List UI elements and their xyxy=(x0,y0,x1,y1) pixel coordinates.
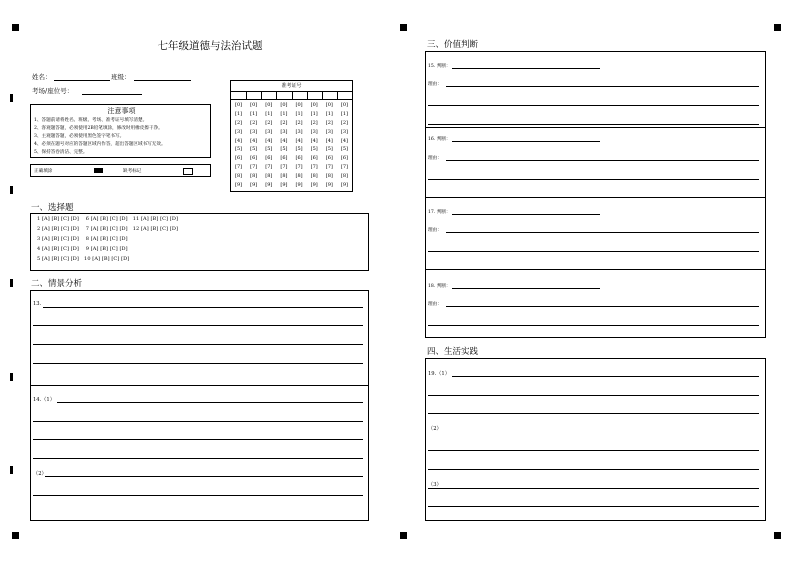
q19-label: 19.（1） xyxy=(428,371,450,377)
side-mark-4 xyxy=(10,373,13,381)
exam-id-bubble[interactable]: [8] xyxy=(295,173,303,180)
q15-reason-line-2[interactable] xyxy=(428,105,759,106)
exam-id-bubble[interactable]: [8] xyxy=(250,173,258,180)
notice-item-3: 3、主观题答题，必须使用黑色签字笔书写。 xyxy=(34,134,125,139)
exam-id-bubble[interactable]: [7] xyxy=(265,164,273,171)
q19-3-label: （3） xyxy=(428,482,442,488)
choice-answer-box xyxy=(30,213,369,271)
q18-reason-line-2[interactable] xyxy=(428,325,759,326)
exam-id-bubble[interactable]: [9] xyxy=(235,182,243,189)
notice-title: 注意事项 xyxy=(107,107,136,115)
exam-id-bubble[interactable]: [7] xyxy=(310,164,318,171)
exam-id-bubble[interactable]: [6] xyxy=(280,155,288,162)
exam-id-bubble[interactable]: [9] xyxy=(250,182,258,189)
exam-id-bubble[interactable]: [3] xyxy=(250,128,258,135)
q14-2-label: （2） xyxy=(33,471,47,477)
exam-id-bubble[interactable]: [7] xyxy=(295,164,303,171)
exam-id-bubble[interactable]: [5] xyxy=(235,146,243,153)
exam-id-bubble[interactable]: [6] xyxy=(325,155,333,162)
judgement-answer-box xyxy=(425,51,766,338)
q14-2-line-1[interactable] xyxy=(45,476,363,477)
exam-id-bubble[interactable]: [9] xyxy=(310,182,318,189)
exam-id-column-divider xyxy=(292,91,293,100)
exam-id-bubble[interactable]: [1] xyxy=(325,110,333,117)
missing-mark-box[interactable] xyxy=(183,168,193,175)
exam-id-bubble[interactable]: [2] xyxy=(295,119,303,126)
exam-id-bubble[interactable]: [4] xyxy=(280,137,288,144)
exam-id-bubble[interactable]: [1] xyxy=(310,110,318,117)
exam-id-bubble[interactable]: [0] xyxy=(280,102,288,108)
exam-id-bubble[interactable]: [9] xyxy=(280,182,288,189)
exam-id-bubble[interactable]: [0] xyxy=(325,102,333,108)
q18-judge-label: 18. 判断： xyxy=(428,284,451,289)
exam-id-bubble[interactable]: [0] xyxy=(250,102,258,108)
room-seat-field[interactable] xyxy=(82,94,142,95)
q14-line-2[interactable] xyxy=(33,421,363,422)
exam-id-bubble[interactable]: [1] xyxy=(235,110,243,117)
page-title: 七年级道德与法治试题 xyxy=(157,40,263,52)
exam-id-bubble[interactable]: [4] xyxy=(340,137,348,144)
exam-id-bubble[interactable]: [7] xyxy=(325,164,333,171)
q13-line-3[interactable] xyxy=(33,344,363,345)
exam-id-bubble[interactable]: [8] xyxy=(235,173,243,180)
corner-mark-br xyxy=(774,532,781,539)
mc-row-3[interactable]: 3 [A] [B] [C] [D] 8 [A] [B] [C] [D] xyxy=(37,236,128,242)
exam-id-bubble[interactable]: [3] xyxy=(235,128,243,135)
q16-judge-line[interactable] xyxy=(452,141,600,142)
exam-id-bubble[interactable]: [7] xyxy=(340,164,348,171)
exam-id-bubble[interactable]: [4] xyxy=(250,137,258,144)
notice-item-4: 4、必须在题号对应的答题区域内作答，超出答题区域书写无效。 xyxy=(34,142,166,147)
exam-id-bubble[interactable]: [6] xyxy=(250,155,258,162)
q17-judge-label: 17. 判断： xyxy=(428,210,451,215)
exam-id-bubble[interactable]: [0] xyxy=(310,102,318,108)
notice-item-1: 1、答题前请将姓名、班级、考场、准考证号填写清楚。 xyxy=(34,118,148,123)
exam-id-bubble[interactable]: [1] xyxy=(340,110,348,117)
exam-id-column-divider xyxy=(261,91,262,100)
exam-id-column-3 xyxy=(261,101,276,190)
exam-id-column-2 xyxy=(246,101,261,190)
exam-id-bubble[interactable]: [3] xyxy=(295,128,303,135)
exam-id-bubble[interactable]: [3] xyxy=(265,128,273,135)
exam-id-bubble[interactable]: [3] xyxy=(340,128,348,135)
corner-mark-ml xyxy=(400,24,407,31)
q16-reason-line-1[interactable] xyxy=(446,160,759,161)
q19-1-line-3[interactable] xyxy=(428,413,759,414)
mc-row-1[interactable]: 1 [A] [B] [C] [D] 6 [A] [B] [C] [D] 11 [A] [B] [C] [D] xyxy=(37,216,178,222)
exam-id-bubble[interactable]: [3] xyxy=(310,128,318,135)
q18-judge-line[interactable] xyxy=(452,288,600,289)
exam-id-header: 准考证号 xyxy=(281,83,302,89)
q14-label: 14.（1） xyxy=(33,397,55,403)
q14-line-1[interactable] xyxy=(57,402,363,403)
exam-id-bubble[interactable]: [6] xyxy=(235,155,243,162)
exam-id-bubble[interactable]: [2] xyxy=(340,119,348,126)
exam-id-bubble[interactable]: [2] xyxy=(235,119,243,126)
q17-q18-divider xyxy=(426,269,765,270)
correct-fill-sample xyxy=(94,168,103,173)
exam-id-bubble[interactable]: [9] xyxy=(325,182,333,189)
q19-3-line-2[interactable] xyxy=(428,506,759,507)
corner-mark-tr xyxy=(774,24,781,31)
exam-id-bubble[interactable]: [5] xyxy=(310,146,318,153)
exam-id-bubble[interactable]: [0] xyxy=(235,102,243,108)
q19-2-label: （2） xyxy=(428,426,442,432)
notice-item-5: 5、保持答卷清洁、完整。 xyxy=(34,150,88,155)
exam-id-bubble[interactable]: [4] xyxy=(295,137,303,144)
q18-reason-label: 理由： xyxy=(428,302,442,307)
q15-reason-label: 理由： xyxy=(428,82,442,87)
exam-id-column-7 xyxy=(322,101,337,190)
section-judgement-title: 三、价值判断 xyxy=(427,40,479,50)
q13-label: 13. xyxy=(33,301,42,307)
q14-2-line-2[interactable] xyxy=(33,495,363,496)
exam-id-bubble[interactable]: [0] xyxy=(265,102,273,108)
exam-id-bubble[interactable]: [5] xyxy=(340,146,348,153)
exam-id-column-8 xyxy=(337,101,352,190)
q15-reason-line-1[interactable] xyxy=(446,86,759,87)
fill-legend-box xyxy=(30,164,211,177)
exam-id-column-divider xyxy=(322,91,323,100)
exam-id-bubble[interactable]: [6] xyxy=(310,155,318,162)
corner-mark-bl xyxy=(12,532,19,539)
q16-reason-label: 理由： xyxy=(428,156,442,161)
q13-line-4[interactable] xyxy=(33,363,363,364)
exam-id-bubble[interactable]: [8] xyxy=(325,173,333,180)
exam-id-bubble[interactable]: [1] xyxy=(280,110,288,117)
exam-id-bubble[interactable]: [9] xyxy=(265,182,273,189)
q13-line-1[interactable] xyxy=(43,307,363,308)
exam-id-bubble[interactable]: [1] xyxy=(265,110,273,117)
exam-id-bubble[interactable]: [5] xyxy=(265,146,273,153)
exam-id-bubble[interactable]: [5] xyxy=(250,146,258,153)
class-field[interactable] xyxy=(134,80,191,81)
exam-id-column-4 xyxy=(276,101,291,190)
q17-reason-line-2[interactable] xyxy=(428,251,759,252)
missing-mark-label: 缺考标记 xyxy=(123,169,142,174)
q17-reason-label: 理由： xyxy=(428,228,442,233)
q14-line-4[interactable] xyxy=(33,458,363,459)
side-mark-2 xyxy=(10,186,13,194)
q19-3-line-1[interactable] xyxy=(428,488,759,489)
q19-1-line-1[interactable] xyxy=(452,376,759,377)
q15-q16-divider xyxy=(426,127,765,128)
practice-answer-box xyxy=(425,358,766,521)
q15-judge-label: 15. 判断： xyxy=(428,64,451,69)
q18-reason-line-1[interactable] xyxy=(446,306,759,307)
exam-id-bubble[interactable]: [2] xyxy=(250,119,258,126)
section-scenario-title: 二、情景分析 xyxy=(31,279,83,289)
q16-q17-divider xyxy=(426,197,765,198)
exam-id-bubble[interactable]: [7] xyxy=(250,164,258,171)
exam-id-column-6 xyxy=(307,101,322,190)
exam-id-bubble[interactable]: [1] xyxy=(295,110,303,117)
exam-id-grid xyxy=(230,80,353,192)
exam-id-bubble[interactable]: [4] xyxy=(235,137,243,144)
exam-id-bubble[interactable]: [6] xyxy=(295,155,303,162)
exam-id-bubble[interactable]: [5] xyxy=(325,146,333,153)
mc-row-4[interactable]: 4 [A] [B] [C] [D] 9 [A] [B] [C] [D] xyxy=(37,246,128,252)
q13-q14-divider xyxy=(31,385,368,386)
side-mark-3 xyxy=(10,279,13,287)
exam-id-bubble[interactable]: [4] xyxy=(310,137,318,144)
exam-id-column-5 xyxy=(292,101,307,190)
exam-id-bubble[interactable]: [6] xyxy=(340,155,348,162)
q13-line-2[interactable] xyxy=(33,325,363,326)
q19-1-line-2[interactable] xyxy=(428,395,759,396)
section-practice-title: 四、生活实践 xyxy=(427,347,479,357)
exam-id-bubble[interactable]: [2] xyxy=(265,119,273,126)
exam-id-bubble[interactable]: [0] xyxy=(340,102,348,108)
q17-reason-line-1[interactable] xyxy=(446,232,759,233)
exam-id-bubble[interactable]: [4] xyxy=(325,137,333,144)
name-label: 姓名： xyxy=(32,73,52,81)
exam-id-bubble[interactable]: [5] xyxy=(295,146,303,153)
q19-2-line-2[interactable] xyxy=(428,469,759,470)
side-mark-1 xyxy=(10,94,13,102)
exam-id-column-1 xyxy=(231,101,246,190)
exam-id-bubble[interactable]: [6] xyxy=(265,155,273,162)
exam-id-bubble[interactable]: [9] xyxy=(295,182,303,189)
room-seat-label: 考场/座位号： xyxy=(32,87,74,95)
section-choice-title: 一、选择题 xyxy=(31,203,74,213)
q19-2-line-1[interactable] xyxy=(428,450,759,451)
exam-id-column-divider xyxy=(276,91,277,100)
notice-item-2: 2、客观题答题，必须使用2B铅笔填涂，修改时用橡皮擦干净。 xyxy=(34,126,163,131)
q15-judge-line[interactable] xyxy=(452,68,600,69)
name-field[interactable] xyxy=(54,80,110,81)
q15-reason-line-3[interactable] xyxy=(428,124,759,125)
side-mark-5 xyxy=(10,466,13,474)
scenario-answer-box xyxy=(30,290,369,521)
corner-mark-mb xyxy=(400,532,407,539)
exam-id-bubble[interactable]: [8] xyxy=(310,173,318,180)
exam-id-column-divider xyxy=(307,91,308,100)
mc-row-5[interactable]: 5 [A] [B] [C] [D] 10 [A] [B] [C] [D] xyxy=(37,256,130,262)
exam-id-bubble[interactable]: [5] xyxy=(280,146,288,153)
exam-id-bubble[interactable]: [3] xyxy=(325,128,333,135)
exam-id-bubble[interactable]: [2] xyxy=(310,119,318,126)
exam-id-bubble[interactable]: [3] xyxy=(280,128,288,135)
exam-id-bubble[interactable]: [2] xyxy=(280,119,288,126)
q14-line-3[interactable] xyxy=(33,439,363,440)
exam-id-bubble[interactable]: [9] xyxy=(340,182,348,189)
correct-fill-label: 正确填涂 xyxy=(34,169,53,174)
exam-id-bubble[interactable]: [0] xyxy=(295,102,303,108)
exam-id-bubble[interactable]: [7] xyxy=(235,164,243,171)
mc-row-2[interactable]: 2 [A] [B] [C] [D] 7 [A] [B] [C] [D] 12 [A] [B] [C] [D] xyxy=(37,226,178,232)
exam-id-bubble[interactable]: [1] xyxy=(250,110,258,117)
exam-id-bubble[interactable]: [8] xyxy=(340,173,348,180)
exam-id-column-divider xyxy=(337,91,338,100)
q16-reason-line-2[interactable] xyxy=(428,179,759,180)
exam-id-bubble[interactable]: [7] xyxy=(280,164,288,171)
exam-id-bubble[interactable]: [2] xyxy=(325,119,333,126)
exam-id-bubble[interactable]: [8] xyxy=(280,173,288,180)
corner-mark-tl xyxy=(12,24,19,31)
notice-box xyxy=(30,104,211,158)
exam-id-bubble[interactable]: [8] xyxy=(265,173,273,180)
q16-judge-label: 16. 判断： xyxy=(428,137,451,142)
exam-id-bubble[interactable]: [4] xyxy=(265,137,273,144)
q17-judge-line[interactable] xyxy=(452,214,600,215)
class-label: 班级： xyxy=(111,73,131,81)
exam-id-column-divider xyxy=(246,91,247,100)
